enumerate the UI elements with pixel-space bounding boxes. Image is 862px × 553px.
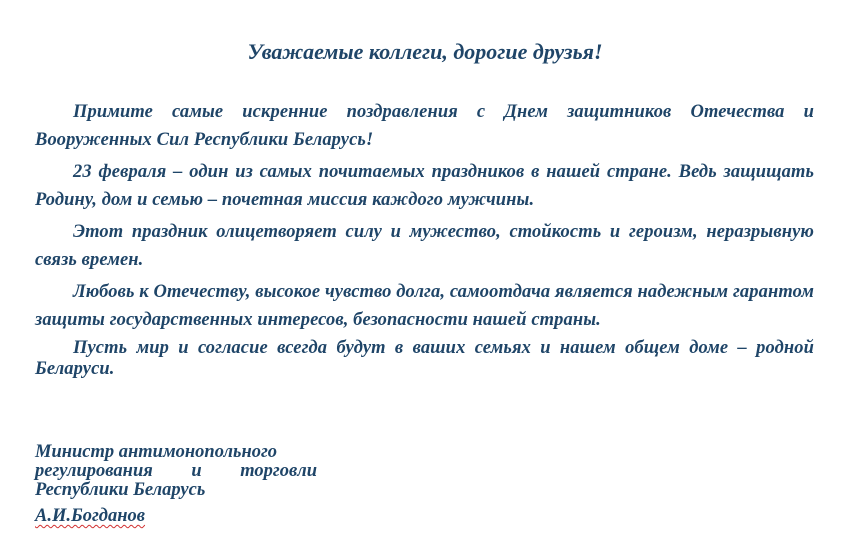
paragraph-love-of-fatherland: Любовь к Отечеству, высокое чувство долга, самоотдача является надежным гарантом защиты государственных интересов, безопасности нашей страны. — [35, 282, 814, 330]
letter-title: Уважаемые коллеги, дорогие друзья! — [247, 39, 603, 64]
paragraph-wishes: Пусть мир и согласие всегда будут в ваших семьях и нашем общем доме – родной Беларуси. — [35, 338, 814, 379]
signature-name: А.И.Богданов — [35, 506, 146, 526]
signature-block — [35, 443, 317, 526]
paragraph-greeting: Примите самые искренние поздравления с Днем защитников Отечества и Вооруженных Сил Республики Беларусь! — [35, 102, 814, 150]
letter-body — [35, 98, 814, 380]
signature-position-line-1: Министр антимонопольного — [35, 442, 278, 462]
paragraph-holiday-meaning: Этот праздник олицетворяет силу и мужество, стойкость и героизм, неразрывную связь времен. — [35, 222, 814, 270]
signature-position-line-3: Республики Беларусь — [35, 480, 206, 500]
signature-position-line-2: регулирования и торговли — [35, 461, 317, 481]
paragraph-february-23: 23 февраля – один из самых почитаемых праздников в нашей стране. Ведь защищать Родину, дом и семью – почетная миссия каждого мужчины. — [35, 162, 814, 210]
